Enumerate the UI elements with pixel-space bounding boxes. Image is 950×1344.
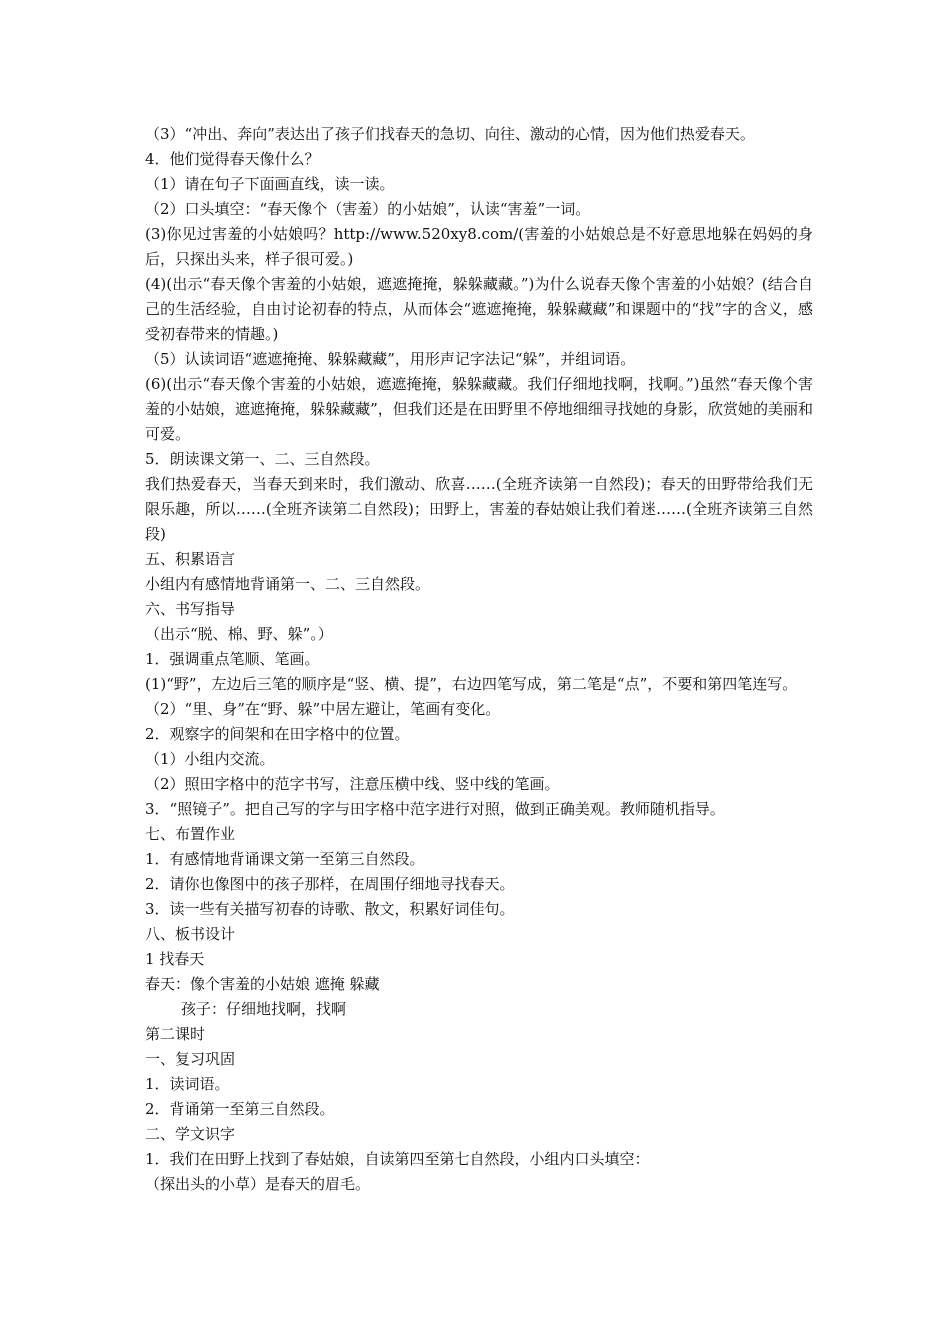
paragraph: （2）照田字格中的范字书写，注意压横中线、竖中线的笔画。 xyxy=(145,775,560,793)
numbered-heading: 3．“照镜子”。把自己写的字与田字格中范字进行对照，做到正确美观。教师随机指导。 xyxy=(145,800,725,818)
numbered-heading: 5．朗读课文第一、二、三自然段。 xyxy=(145,450,380,468)
list-item: 3．读一些有关描写初春的诗歌、散文，积累好词佳句。 xyxy=(145,900,515,918)
board-title: 1 找春天 xyxy=(145,950,205,968)
list-item: 2．背诵第一至第三自然段。 xyxy=(145,1100,335,1118)
list-item: 1．读词语。 xyxy=(145,1075,230,1093)
paragraph: （3）“冲出、奔向”表达出了孩子们找春天的急切、向往、激动的心情，因为他们热爱春天。 xyxy=(145,125,755,143)
list-item: 1．我们在田野上找到了春姑娘，自读第四至第七自然段，小组内口头填空： xyxy=(145,1150,650,1168)
paragraph: （2）口头填空：“春天像个（害羞）的小姑娘”，认读“害羞”一词。 xyxy=(145,200,591,218)
paragraph: 小组内有感情地背诵第一、二、三自然段。 xyxy=(145,575,431,593)
section-heading: 二、学文识字 xyxy=(145,1125,236,1143)
lesson-heading: 第二课时 xyxy=(145,1025,206,1043)
section-heading: 一、复习巩固 xyxy=(145,1050,236,1068)
paragraph: (6)(出示“春天像个害羞的小姑娘，遮遮掩掩，躲躲藏藏。我们仔细地找啊，找啊。”)虽然“春天像个害羞的小姑娘，遮遮掩掩，躲躲藏藏”，但我们还是在田野里不停地细细寻找她的身影，欣赏她的美丽和可爱。 xyxy=(145,375,813,443)
paragraph: (1)“野”，左边后三笔的顺序是“竖、横、提”，右边四笔写成，第二笔是“点”，不要和第四笔连写。 xyxy=(145,675,798,693)
paragraph: （探出头的小草）是春天的眉毛。 xyxy=(145,1175,371,1193)
document-body xyxy=(145,122,813,1197)
paragraph: (3)你见过害羞的小姑娘吗？http://www.520xy8.com/(害羞的小姑娘总是不好意思地躲在妈妈的身后，只探出头来，样子很可爱。) xyxy=(145,225,813,268)
board-line: 春天：像个害羞的小姑娘 遮掩 躲藏 xyxy=(145,975,380,993)
numbered-heading: 2．观察字的间架和在田字格中的位置。 xyxy=(145,725,410,743)
list-item: 1．有感情地背诵课文第一至第三自然段。 xyxy=(145,850,425,868)
paragraph: (4)(出示“春天像个害羞的小姑娘，遮遮掩掩，躲躲藏藏。”)为什么说春天像个害羞的小姑娘？(结合自己的生活经验，自由讨论初春的特点，从而体会“遮遮掩掩，躲躲藏藏”和课题中的“找”字的含义，感受初春带来的情趣。) xyxy=(145,275,813,343)
section-heading: 六、书写指导 xyxy=(145,600,236,618)
paragraph: （出示“脱、棉、野、躲”。） xyxy=(145,625,333,643)
paragraph: （1）请在句子下面画直线，读一读。 xyxy=(145,175,395,193)
section-heading: 八、板书设计 xyxy=(145,925,236,943)
numbered-heading: 4．他们觉得春天像什么？ xyxy=(145,150,320,168)
paragraph: （1）小组内交流。 xyxy=(145,750,275,768)
paragraph: （2）“里、身”在“野、躲”中居左避让，笔画有变化。 xyxy=(145,700,501,718)
list-item: 2．请你也像图中的孩子那样，在周围仔细地寻找春天。 xyxy=(145,875,515,893)
paragraph: 我们热爱春天，当春天到来时，我们激动、欣喜……(全班齐读第一自然段)；春天的田野带给我们无限乐趣，所以……(全班齐读第二自然段)；田野上，害羞的春姑娘让我们着迷……(全班齐读第三自然段) xyxy=(145,475,813,543)
numbered-heading: 1．强调重点笔顺、笔画。 xyxy=(145,650,320,668)
paragraph: （5）认读词语“遮遮掩掩、躲躲藏藏”，用形声记字法记“躲”，并组词语。 xyxy=(145,350,636,368)
section-heading: 七、布置作业 xyxy=(145,825,236,843)
board-line: 孩子：仔细地找啊，找啊 xyxy=(181,1000,347,1018)
section-heading: 五、积累语言 xyxy=(145,550,236,568)
